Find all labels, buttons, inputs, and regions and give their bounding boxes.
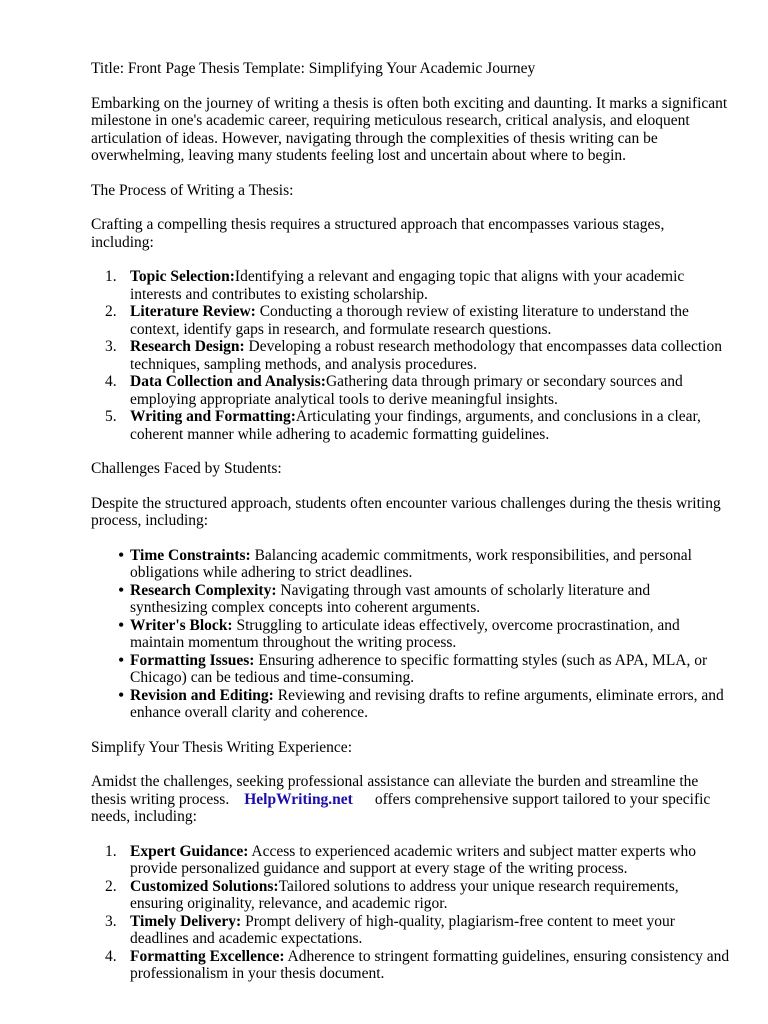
- list-number: 2.: [105, 877, 117, 895]
- list-desc: Access to experienced academic writers and subject matter experts who provide personalized guidance and support at every stage of the writing process.: [130, 842, 696, 877]
- bullet-icon: •: [118, 544, 125, 565]
- section-intro-simplify: [91, 773, 731, 826]
- intro-text-after-link: offers comprehensive support tailored to your specific needs, including:: [91, 790, 711, 825]
- list-term: Writing and Formatting:: [130, 408, 296, 425]
- list-term: Literature Review:: [130, 303, 256, 320]
- bullet-icon: •: [118, 579, 125, 600]
- list-term: Writer's Block:: [130, 616, 233, 634]
- list-desc: Struggling to articulate ideas effectively, overcome procrastination, and maintain momentum throughout the writing process.: [130, 616, 680, 651]
- list-number: 5.: [105, 408, 117, 425]
- list-number: 3.: [105, 912, 117, 930]
- list-desc: Gathering data through primary or secondary sources and employing appropriate analytical tools to derive meaningful insights.: [130, 373, 683, 408]
- list-item: [91, 303, 731, 338]
- list-item: [91, 579, 731, 617]
- document-title: Title: Front Page Thesis Template: Simplifying Your Academic Journey: [91, 60, 536, 77]
- list-term: Time Constraints:: [130, 546, 251, 564]
- list-number: 3.: [105, 338, 117, 355]
- list-term: Data Collection and Analysis:: [130, 373, 326, 390]
- list-desc: Tailored solutions to address your unique research requirements, ensuring originality, relevance, and academic rigor.: [130, 877, 679, 912]
- list-desc: Articulating your findings, arguments, and conclusions in a clear, coherent manner while adhering to academic formatting guidelines.: [130, 408, 701, 443]
- list-item: [91, 373, 731, 408]
- list-term: Topic Selection:: [130, 268, 235, 285]
- bullet-icon: •: [118, 614, 125, 635]
- list-item: [91, 843, 731, 878]
- list-term: Customized Solutions:: [130, 877, 279, 895]
- section-heading-simplify: Simplify Your Thesis Writing Experience:: [91, 738, 352, 756]
- services-list: [91, 843, 731, 983]
- list-desc: Reviewing and revising drafts to refine arguments, eliminate errors, and enhance overall clarity and coherence.: [130, 686, 724, 721]
- list-desc: Identifying a relevant and engaging topic that aligns with your academic interests and contributes to existing scholarship.: [130, 268, 685, 303]
- list-term: Expert Guidance:: [130, 842, 249, 860]
- list-item: [91, 544, 731, 582]
- list-term: Formatting Issues:: [130, 651, 255, 669]
- section-heading-process: The Process of Writing a Thesis:: [91, 181, 294, 199]
- list-desc: Prompt delivery of high-quality, plagiarism-free content to meet your deadlines and academic expectations.: [130, 912, 675, 947]
- list-item: [91, 338, 731, 373]
- list-item: [91, 268, 731, 303]
- list-number: 4.: [105, 373, 117, 390]
- list-number: 1.: [105, 268, 117, 285]
- document-page: [91, 60, 731, 1000]
- list-number: 2.: [105, 303, 117, 320]
- helpwriting-link[interactable]: HelpWriting.net: [244, 790, 353, 808]
- bullet-icon: •: [118, 684, 125, 705]
- list-term: Formatting Excellence:: [130, 947, 285, 965]
- list-desc: Adherence to stringent formatting guidelines, ensuring consistency and professionalism in your thesis document.: [130, 947, 730, 982]
- section-intro-challenges: Despite the structured approach, students often encounter various challenges during the thesis writing process, including:: [91, 494, 721, 529]
- list-term: Revision and Editing:: [130, 686, 274, 704]
- process-steps-list: [91, 268, 731, 443]
- list-item: [91, 913, 731, 948]
- list-desc: Navigating through vast amounts of scholarly literature and synthesizing complex concepts into coherent arguments.: [130, 581, 651, 616]
- list-item: [91, 948, 731, 983]
- intro-paragraph: Embarking on the journey of writing a thesis is often both exciting and daunting. It marks a significant milestone in one's academic career, requiring meticulous research, critical analysis, and eloquent articulation of ideas. However, navigating through the complexities of thesis writing can be overwhelming, leaving many students feeling lost and uncertain about where to begin.: [91, 94, 728, 164]
- list-item: [91, 614, 731, 652]
- list-item: [91, 684, 731, 722]
- list-desc: Developing a robust research methodology that encompasses data collection techniques, sampling methods, and analysis procedures.: [130, 338, 722, 373]
- list-item: [91, 878, 731, 913]
- list-desc: Conducting a thorough review of existing literature to understand the context, identify gaps in research, and formulate research questions.: [130, 303, 689, 338]
- list-term: Research Design:: [130, 338, 245, 355]
- intro-text-before-link: Amidst the challenges, seeking professional assistance can alleviate the burden and streamline the thesis writing process.: [91, 773, 699, 808]
- section-intro-process: Crafting a compelling thesis requires a structured approach that encompasses various stages, including:: [91, 216, 665, 251]
- list-term: Research Complexity:: [130, 581, 277, 599]
- list-item: [91, 408, 731, 443]
- list-desc: Balancing academic commitments, work responsibilities, and personal obligations while adhering to strict deadlines.: [130, 546, 692, 581]
- list-term: Timely Delivery:: [130, 912, 242, 930]
- list-desc: Ensuring adherence to specific formatting styles (such as APA, MLA, or Chicago) can be tedious and time-consuming.: [130, 651, 708, 686]
- list-number: 4.: [105, 947, 117, 965]
- challenges-list: [91, 544, 731, 722]
- bullet-icon: •: [118, 649, 125, 670]
- list-item: [91, 649, 731, 687]
- section-heading-challenges: Challenges Faced by Students:: [91, 460, 282, 477]
- list-number: 1.: [105, 842, 117, 860]
